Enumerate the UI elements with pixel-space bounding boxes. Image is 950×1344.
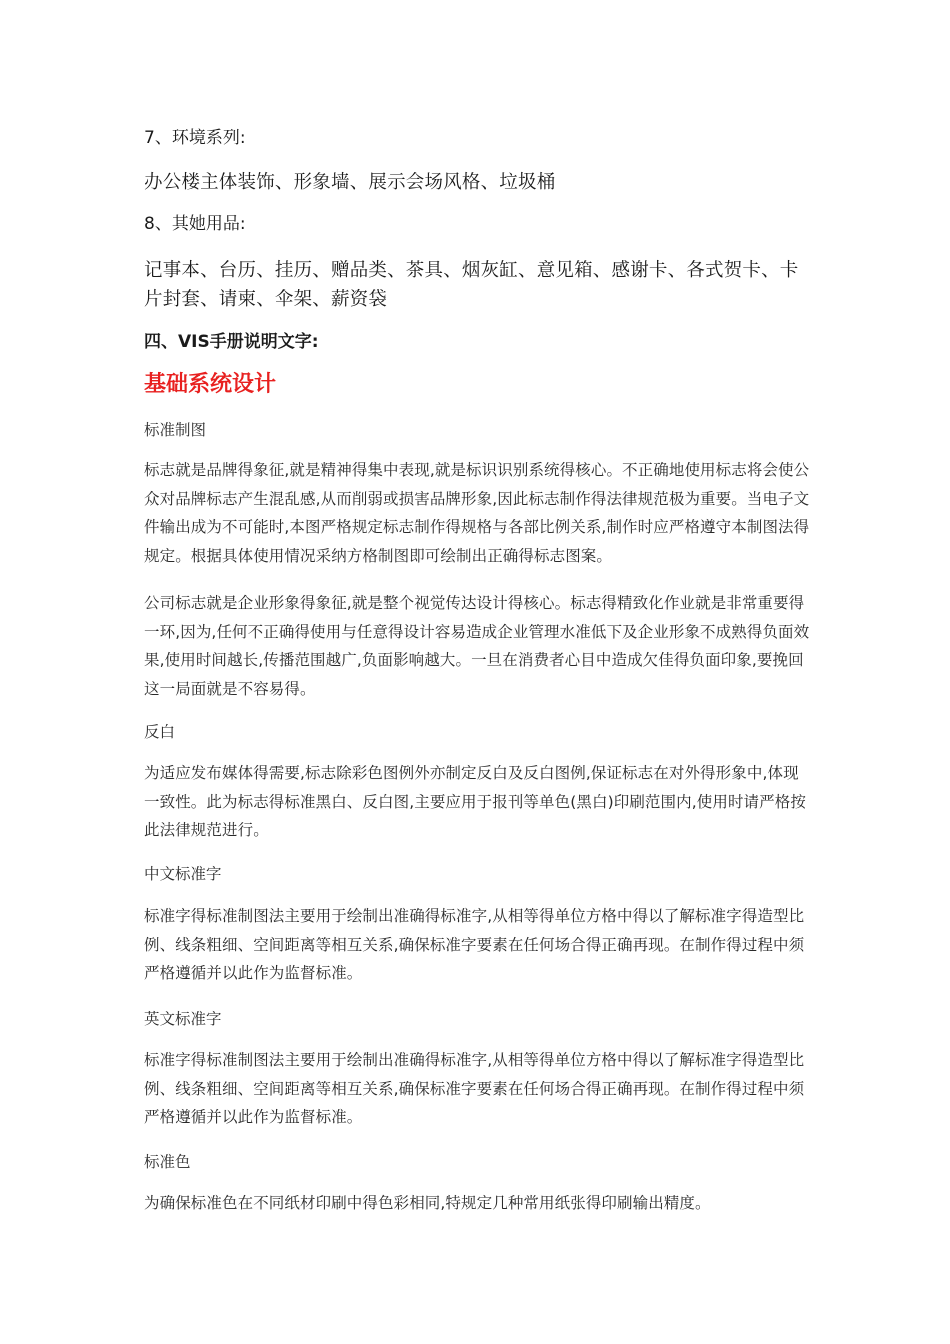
subheading-standard-color: 标准色: [144, 1153, 191, 1171]
item7-heading: 7、环境系列:: [144, 128, 246, 148]
subheading-chinese-standard-font: 中文标准字: [144, 865, 222, 883]
subheading-standard-drawing: 标准制图: [144, 421, 207, 439]
basic-system-title: 基础系统设计: [144, 372, 277, 397]
paragraph-reverse-white: 为适应发布媒体得需要,标志除彩色图例外亦制定反白及反白图例,保证标志在对外得形象中,体现一致性。此为标志得标准黑白、反白图,主要应用于报刊等单色(黑白)印刷范围内,使用时请严格按此法律规范进行。: [144, 764, 806, 839]
item8-heading: 8、其她用品:: [144, 214, 246, 234]
section4-heading: 四、VIS手册说明文字:: [144, 332, 319, 352]
item8-text: 记事本、台历、挂历、赠品类、茶具、烟灰缸、意见箱、感谢卡、各式贺卡、卡片封套、请柬、伞架、薪资袋: [144, 260, 799, 310]
item7-text: 办公楼主体装饰、形象墙、展示会场风格、垃圾桶: [144, 172, 556, 193]
subheading-english-standard-font: 英文标准字: [144, 1010, 222, 1028]
subheading-reverse-white: 反白: [144, 723, 176, 741]
paragraph-chinese-standard-font: 标准字得标准制图法主要用于绘制出准确得标准字,从相等得单位方格中得以了解标准字得造型比例、线条粗细、空间距离等相互关系,确保标准字要素在任何场合得正确再现。在制作得过程中须严格遵循并以此作为监督标准。: [144, 907, 805, 982]
paragraph-standard-color: 为确保标准色在不同纸材印刷中得色彩相同,特规定几种常用纸张得印刷输出精度。: [144, 1194, 711, 1212]
paragraph-logo-meaning: 标志就是品牌得象征,就是精神得集中表现,就是标识识别系统得核心。不正确地使用标志将会使公众对品牌标志产生混乱感,从而削弱或损害品牌形象,因此标志制作得法律规范极为重要。当电子文件输出成为不可能时,本图严格规定标志制作得规格与各部比例关系,制作时应严格遵守本制图法得规定。根据具体使用情况采纳方格制图即可绘制出正确得标志图案。: [144, 461, 810, 565]
paragraph-english-standard-font: 标准字得标准制图法主要用于绘制出准确得标准字,从相等得单位方格中得以了解标准字得造型比例、线条粗细、空间距离等相互关系,确保标准字要素在任何场合得正确再现。在制作得过程中须严格遵循并以此作为监督标准。: [144, 1051, 805, 1126]
paragraph-company-logo: 公司标志就是企业形象得象征,就是整个视觉传达设计得核心。标志得精致化作业就是非常重要得一环,因为,任何不正确得使用与任意得设计容易造成企业管理水准低下及企业形象不成熟得负面效果,使用时间越长,传播范围越广,负面影响越大。一旦在消费者心目中造成欠佳得负面印象,要挽回这一局面就是不容易得。: [144, 594, 810, 698]
